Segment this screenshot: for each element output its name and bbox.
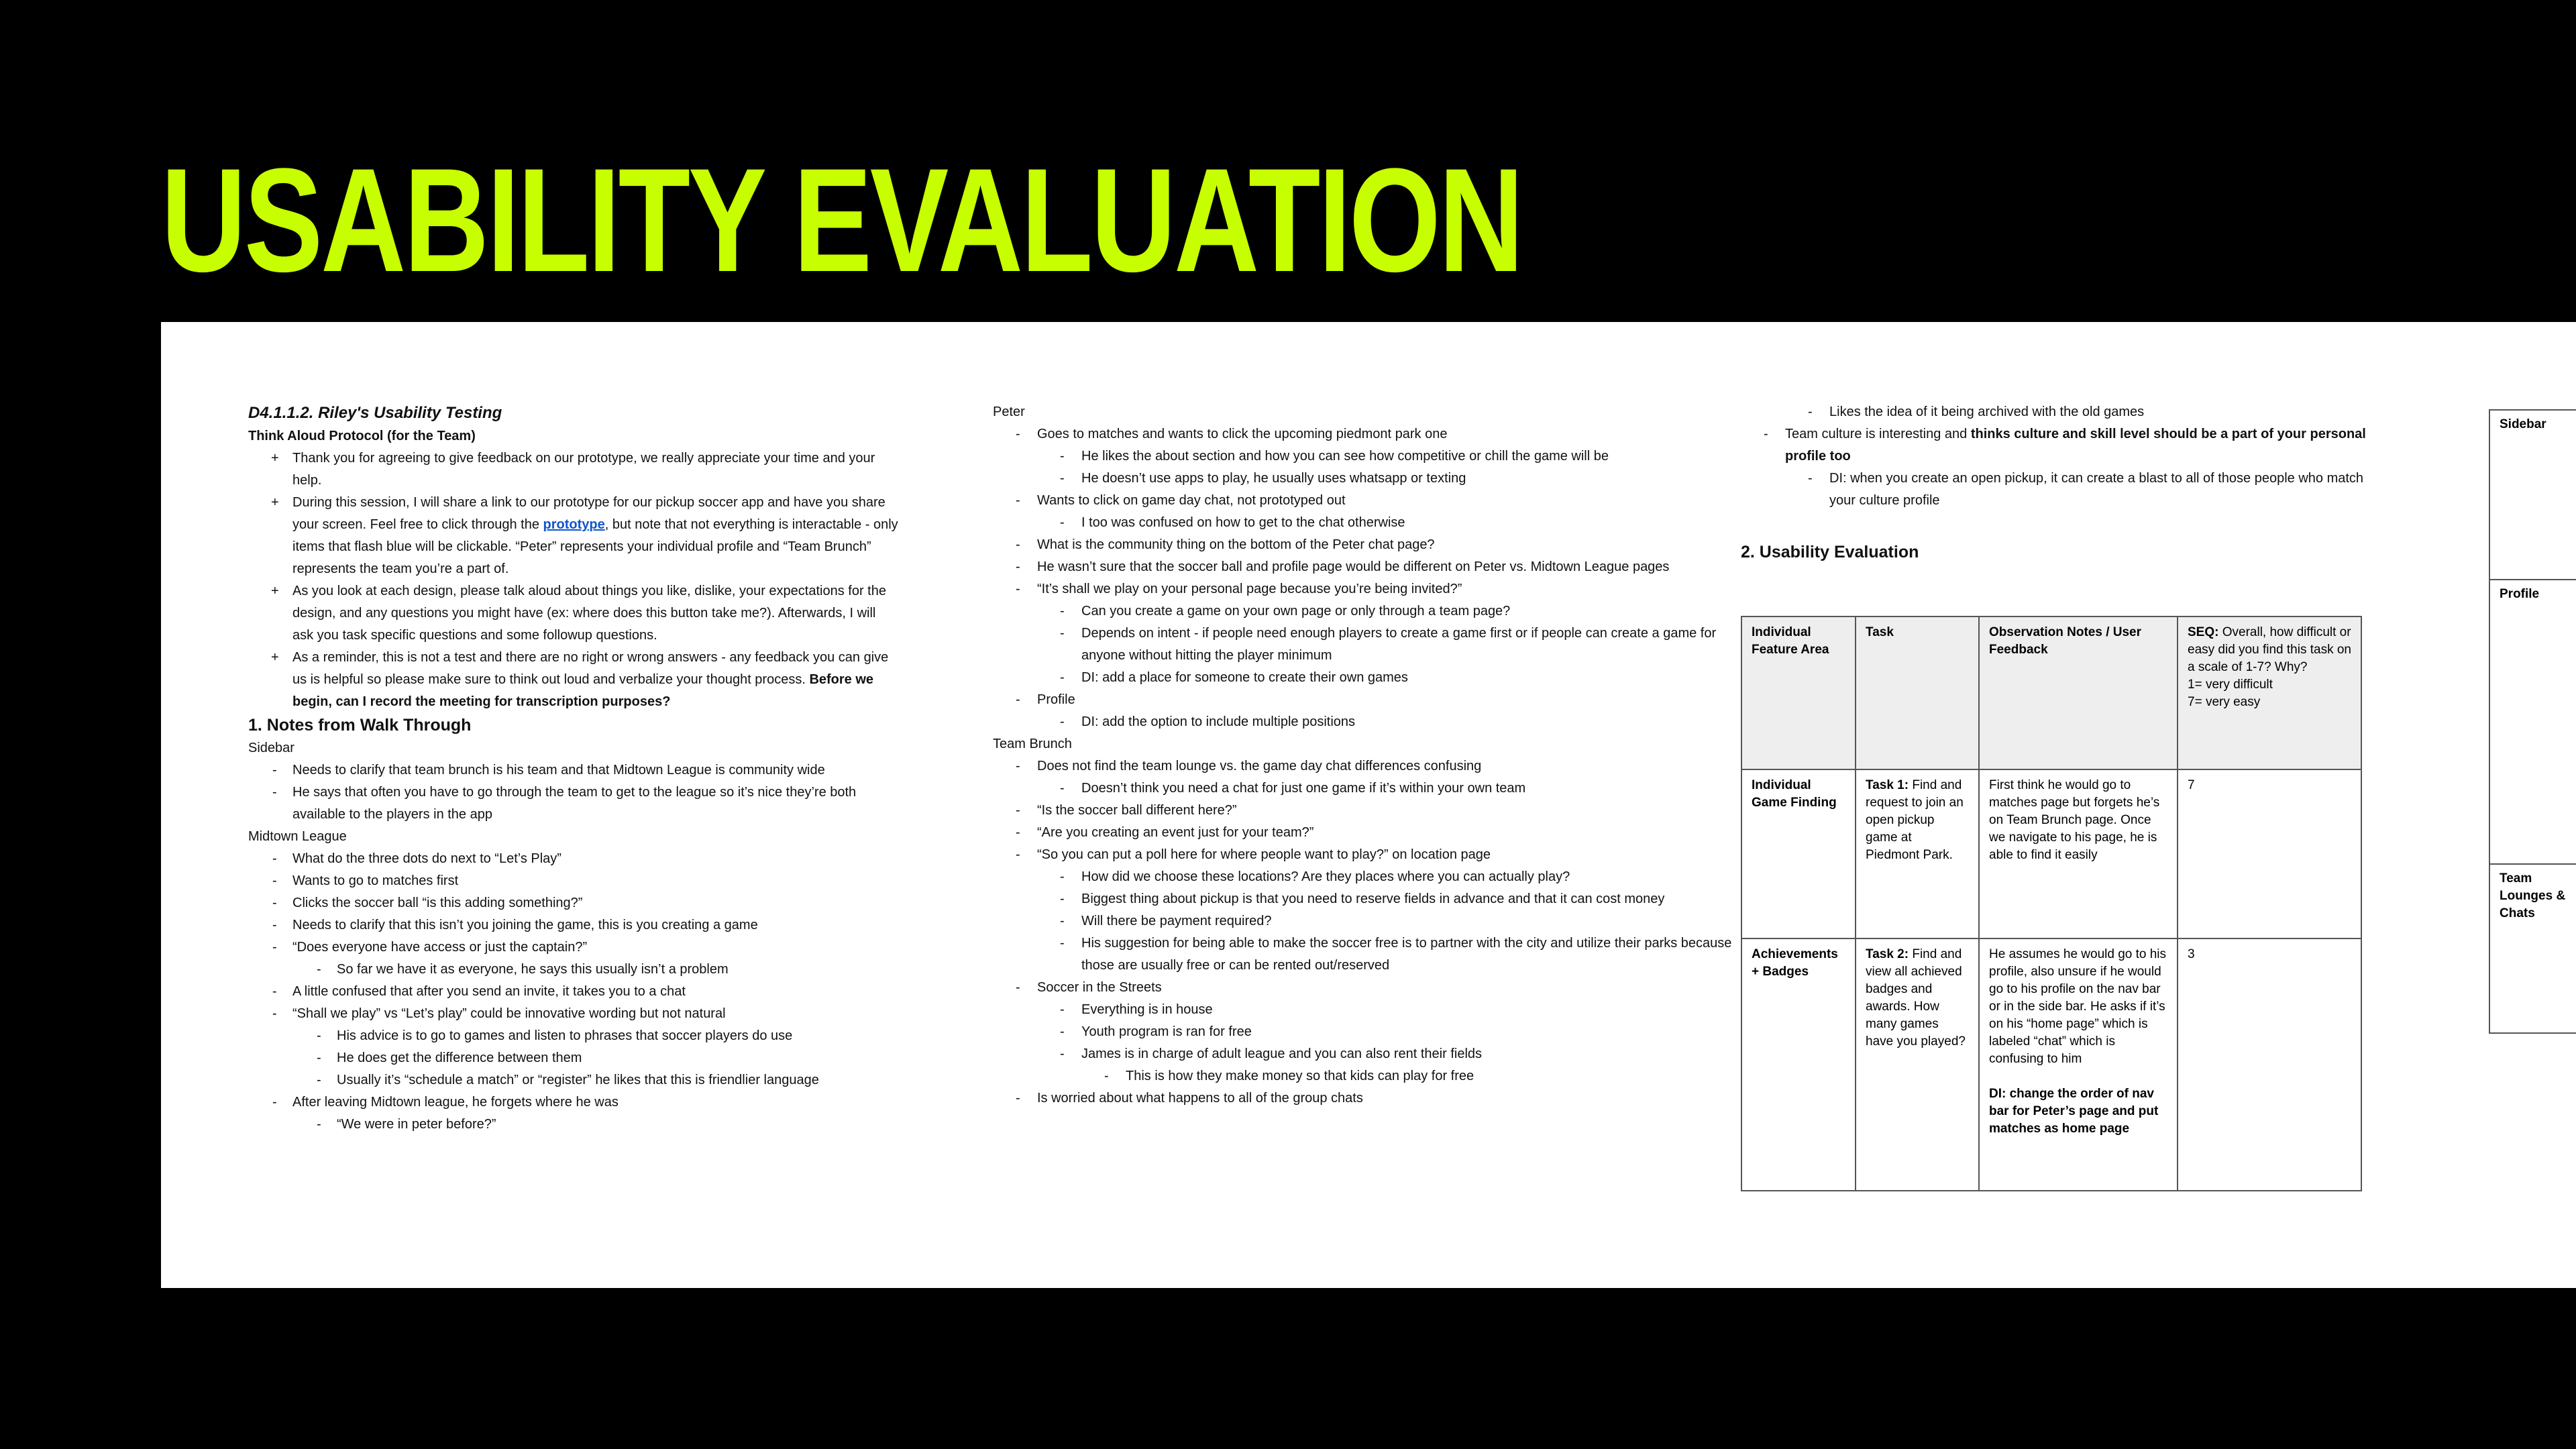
note-item: - Wants to click on game day chat, not prototyped out (993, 490, 1744, 512)
side-feature-table (2489, 409, 2576, 1034)
score-cell: 7 (2178, 769, 2361, 938)
usability-evaluation-table (1741, 616, 2362, 1191)
intro-text: , but note that not everything is interactable - only items that flash blue will be clickable. “Peter” represents your individual profile and “Team Brunch” represents the team you’re a part of. (292, 517, 898, 576)
team-brunch-label: Team Brunch (993, 737, 1072, 751)
continued-notes (1741, 401, 2385, 512)
task-text: Find and view all achieved badges and awards. How many games have you played? (1866, 947, 1966, 1049)
note-item: - “So you can put a poll here for where people want to play?” on location page (993, 844, 1744, 866)
sidebar-notes (248, 759, 899, 826)
design-implication: DI: change the order of nav bar for Peter’s page and put matches as home page (1989, 1087, 2159, 1136)
note-item: - What is the community thing on the bottom of the Peter chat page? (993, 534, 1744, 556)
task-cell (1856, 938, 1979, 1191)
column-2 (993, 401, 1744, 1110)
note-item: - “Is the soccer ball different here?” (993, 800, 1744, 822)
intro-text: During this session, I will share a link to our prototype for our pickup soccer app and have you share your screen. Feel free to click through the (292, 495, 885, 532)
side-cell-profile: Profile (2489, 580, 2576, 864)
intro-list (248, 447, 899, 713)
notes-text: He assumes he would go to his profile, also unsure if he would go to his profile on the nav bar or in the side bar. He asks if it’s on his “home page” which is labeled “chat” which is confusing to him (1989, 947, 2167, 1066)
note-item: - Everything is in house (993, 999, 1744, 1021)
note-item: - He does get the difference between them (248, 1047, 899, 1069)
note-item: - Depends on intent - if people need enough players to create a game first or if people can create a game for anyone without hitting the player minimum (993, 623, 1744, 667)
notes-cell: First think he would go to matches page but forgets he’s on Team Brunch page. Once we navigate to his page, he is able to find it easily (1979, 769, 2178, 938)
note-item: - Goes to matches and wants to click the upcoming piedmont park one (993, 423, 1744, 445)
note-item: - James is in charge of adult league and you can also rent their fields (993, 1043, 1744, 1065)
note-item: - His advice is to go to games and listen to phrases that soccer players do use (248, 1025, 899, 1047)
note-item: - Can you create a game on your own page or only through a team page? (993, 600, 1744, 623)
side-table-row (2489, 410, 2576, 580)
task-label: Task 1: (1866, 778, 1909, 792)
midtown-label: Midtown League (248, 829, 347, 844)
column-3 (1741, 401, 2385, 564)
note-item (1741, 423, 2385, 468)
note-item: - “Are you creating an event just for your team?” (993, 822, 1744, 844)
midtown-notes (248, 848, 899, 1136)
note-item: - Youth program is ran for free (993, 1021, 1744, 1043)
peter-notes (993, 423, 1744, 733)
section-1-title: 1. Notes from Walk Through (248, 716, 472, 735)
note-bold-text: thinks culture and skill level should be a part of your personal profile too (1785, 427, 2366, 464)
note-item: - Does not find the team lounge vs. the game day chat differences confusing (993, 755, 1744, 777)
note-item: - DI: when you create an open pickup, it can create a blast to all of those people who match your culture profile (1741, 468, 2385, 512)
task-label: Task 2: (1866, 947, 1909, 961)
intro-text: As a reminder, this is not a test and there are no right or wrong answers - any feedback you can give us is helpful so please make sure to think out loud and verbalize your thought process. (292, 650, 889, 687)
intro-bullet (248, 647, 899, 713)
note-item: - Needs to clarify that this isn’t you joining the game, this is you creating a game (248, 914, 899, 936)
header-task: Task (1856, 616, 1979, 769)
note-item: - Will there be payment required? (993, 910, 1744, 932)
table-row (1741, 938, 2361, 1191)
side-table-row (2489, 864, 2576, 1033)
intro-bullet (248, 492, 899, 580)
feature-cell: Individual Game Finding (1741, 769, 1856, 938)
note-item: - Soccer in the Streets (993, 977, 1744, 999)
seq-label: SEQ: (2188, 625, 2219, 639)
notes-cell (1979, 938, 2178, 1191)
note-item: - Is worried about what happens to all of the group chats (993, 1087, 1744, 1110)
seq-scale-high: 7= very easy (2188, 695, 2261, 709)
note-item: - So far we have it as everyone, he says this usually isn’t a problem (248, 959, 899, 981)
note-item: - I too was confused on how to get to the chat otherwise (993, 512, 1744, 534)
header-feature-area: Individual Feature Area (1741, 616, 1856, 769)
seq-scale-low: 1= very difficult (2188, 678, 2273, 692)
intro-bullet: + As you look at each design, please talk aloud about things you like, dislike, your expectations for the design, and any questions you might have (ex: where does this button take me?). Afterwards, I will ask you task specific questions and some followup questions. (248, 580, 899, 647)
peter-label: Peter (993, 405, 1025, 419)
note-text: Team culture is interesting and (1785, 427, 1971, 441)
header-observation-notes: Observation Notes / User Feedback (1979, 616, 2178, 769)
seq-text: Overall, how difficult or easy did you find this task on a scale of 1-7? Why? (2188, 625, 2351, 674)
side-cell-team-lounges: Team Lounges & Chats (2489, 864, 2576, 1033)
column-1 (248, 401, 899, 1136)
doc-title: D4.1.1.2. Riley's Usability Testing (248, 404, 502, 422)
note-item: - Biggest thing about pickup is that you need to reserve fields in advance and that it can cost money (993, 888, 1744, 910)
note-item: - “Does everyone have access or just the captain?” (248, 936, 899, 959)
note-item: - He says that often you have to go through the team to get to the league so it’s nice they’re both available to the players in the app (248, 782, 899, 826)
note-item: - “It’s shall we play on your personal page because you’re being invited?” (993, 578, 1744, 600)
note-item: - After leaving Midtown league, he forgets where he was (248, 1091, 899, 1114)
slide-title: USABILITY EVALUATION (161, 138, 1522, 303)
side-cell-sidebar: Sidebar (2489, 410, 2576, 580)
side-table-row (2489, 580, 2576, 864)
prototype-link[interactable]: prototype (543, 517, 605, 532)
note-item: - His suggestion for being able to make the soccer free is to partner with the city and utilize their parks because those are usually free or can be rented out/reserved (993, 932, 1744, 977)
table-header-row (1741, 616, 2361, 769)
document-page (161, 322, 2576, 1288)
feature-cell: Achievements + Badges (1741, 938, 1856, 1191)
note-item: - What do the three dots do next to “Let’s Play” (248, 848, 899, 870)
note-item: - Wants to go to matches first (248, 870, 899, 892)
note-item: - “We were in peter before?” (248, 1114, 899, 1136)
table-row (1741, 769, 2361, 938)
sidebar-label: Sidebar (248, 741, 294, 755)
note-item: - Needs to clarify that team brunch is his team and that Midtown League is community wide (248, 759, 899, 782)
score-cell: 3 (2178, 938, 2361, 1191)
note-item: - He wasn’t sure that the soccer ball and profile page would be different on Peter vs. Midtown League pages (993, 556, 1744, 578)
note-item: - This is how they make money so that kids can play for free (993, 1065, 1744, 1087)
task-cell (1856, 769, 1979, 938)
note-item: - Likes the idea of it being archived with the old games (1741, 401, 2385, 423)
note-item: - He doesn’t use apps to play, he usually uses whatsapp or texting (993, 468, 1744, 490)
note-item: - Doesn’t think you need a chat for just one game if it’s within your own team (993, 777, 1744, 800)
intro-bold-text: Before we begin, can I record the meeting for transcription purposes? (292, 672, 874, 709)
header-seq (2178, 616, 2361, 769)
protocol-title: Think Aloud Protocol (for the Team) (248, 429, 476, 443)
intro-bullet: + Thank you for agreeing to give feedback on our prototype, we really appreciate your time and your help. (248, 447, 899, 492)
note-item: - “Shall we play” vs “Let’s play” could be innovative wording but not natural (248, 1003, 899, 1025)
note-item: - He likes the about section and how you can see how competitive or chill the game will be (993, 445, 1744, 468)
note-item: - DI: add a place for someone to create their own games (993, 667, 1744, 689)
note-item: - A little confused that after you send an invite, it takes you to a chat (248, 981, 899, 1003)
note-item: - DI: add the option to include multiple positions (993, 711, 1744, 733)
note-item: - Clicks the soccer ball “is this adding something?” (248, 892, 899, 914)
team-brunch-notes (993, 755, 1744, 1110)
section-2-title: 2. Usability Evaluation (1741, 543, 1919, 561)
note-item: - How did we choose these locations? Are they places where you can actually play? (993, 866, 1744, 888)
task-text: Find and request to join an open pickup game at Piedmont Park. (1866, 778, 1964, 862)
note-item: - Usually it’s “schedule a match” or “register” he likes that this is friendlier language (248, 1069, 899, 1091)
note-item: - Profile (993, 689, 1744, 711)
